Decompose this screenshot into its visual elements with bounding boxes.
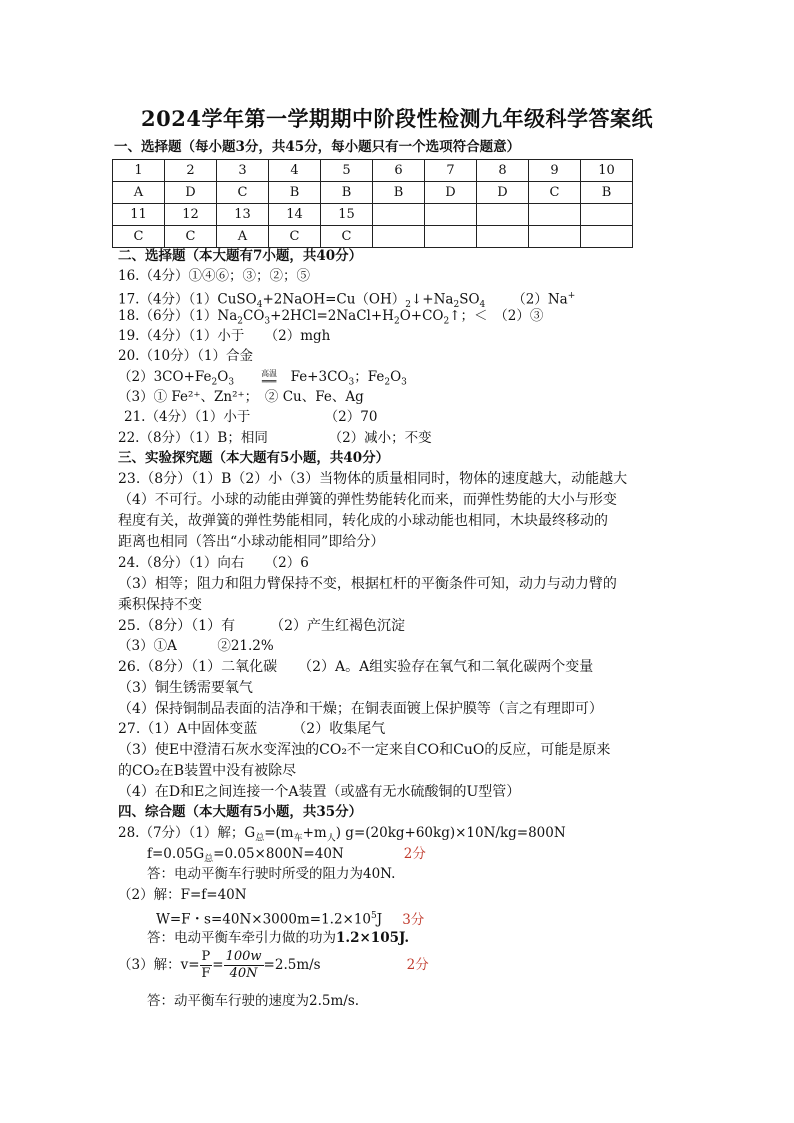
score-mark: 3分 [402, 911, 425, 928]
table-cell [477, 226, 529, 248]
table-cell: A [113, 182, 165, 204]
subscript: 3 [264, 316, 271, 327]
answer-28-part: +m [302, 825, 327, 841]
answer-17-part: （2）Na [512, 291, 568, 308]
table-row [113, 226, 633, 248]
answer-28-part: ) g=(20kg+60kg)×10N/kg=800N [335, 825, 566, 841]
table-cell: B [373, 182, 425, 204]
section-1-heading: 一、选择题（每小题3分，共45分，每小题只有一个选项符合题意） [114, 139, 521, 155]
score-mark: 2分 [406, 957, 429, 973]
answer-23-line: 程度有关，故弹簧的弹性势能相同，转化成的小球动能也相同，木块最终移动的 [118, 513, 608, 529]
answer-28-line [147, 930, 409, 947]
answer-17-part: ↓+Na [411, 291, 454, 308]
table-cell: B [581, 182, 633, 204]
answer-16: 16.（4分）①④⑥；③；②；⑤ [118, 268, 311, 284]
table-cell: 6 [373, 160, 425, 182]
answer-18-part: ↑；＜ （2）③ [449, 308, 544, 324]
subscript: 4 [479, 300, 486, 311]
section-3-heading: 三、实验探究题（本大题有5小题，共40分） [118, 450, 390, 466]
subscript: 3 [348, 377, 355, 388]
numerator: P [201, 949, 211, 964]
fraction [224, 949, 264, 982]
table-cell: 13 [217, 204, 269, 226]
table-cell: C [321, 226, 373, 248]
answer-table [112, 159, 633, 248]
subscript: 2 [443, 316, 450, 327]
subscript: 人 [326, 833, 336, 844]
subscript: 3 [401, 377, 407, 388]
superscript: 5 [371, 911, 377, 921]
table-cell: 4 [269, 160, 321, 182]
answer-18-part: O+CO [399, 308, 444, 324]
answer-28-line [156, 908, 424, 929]
condition-label: 高温 [261, 368, 278, 378]
table-cell: 2 [165, 160, 217, 182]
answer-24-line: （3）相等；阻力和阻力臂保持不变，根据杠杆的平衡条件可知，动力与动力臂的 [118, 576, 617, 592]
answer-20: 20.（10分）（1）合金 [118, 348, 253, 364]
answer-28-line: （2）解：F=f=40N [118, 887, 247, 903]
answer-27-line: 的CO₂在B装置中没有被除尽 [118, 763, 297, 779]
answer-26-line: （3）铜生锈需要氧气 [118, 680, 253, 696]
table-row [113, 204, 633, 226]
answer-27-line: （4）在D和E之间连接一个A装置（或盛有无水硫酸铜的U型管） [118, 784, 521, 800]
denominator: 40N [229, 966, 258, 981]
answer-26-line: （4）保持铜制品表面的洁净和干燥；在铜表面镀上保护膜等（言之有理即可） [118, 701, 603, 717]
answer-28-part: =0.05×800N=40N [213, 846, 344, 862]
subscript: 2 [237, 316, 243, 327]
table-cell: 1 [113, 160, 165, 182]
table-cell: D [425, 182, 477, 204]
table-cell: B [269, 182, 321, 204]
subscript: 总 [204, 854, 214, 865]
answer-28-line [118, 825, 566, 848]
table-row [113, 182, 633, 204]
answer-28-part: （3）解：v= [118, 957, 200, 973]
table-cell: C [529, 182, 581, 204]
table-cell [477, 204, 529, 226]
answer-22: 22.（8分）（1）B；相同 （2）减小；不变 [118, 430, 432, 446]
section-2-heading: 二、选择题（本大题有7小题，共40分） [118, 248, 363, 264]
table-cell [373, 204, 425, 226]
answer-28-line [118, 949, 429, 982]
table-cell: 14 [269, 204, 321, 226]
answer-24-line: 乘积保持不变 [118, 597, 202, 613]
table-cell: C [113, 226, 165, 248]
superscript: + [567, 291, 576, 301]
table-cell [425, 204, 477, 226]
table-cell [581, 226, 633, 248]
page-title: 2024学年第一学期期中阶段性检测九年级科学答案纸 [141, 106, 653, 131]
answer-23-line: 23.（8分）（1）B（2）小（3）当物体的质量相同时，物体的速度越大，动能越大 [118, 471, 628, 487]
table-cell: C [165, 226, 217, 248]
answer-28-part: f=0.05G [147, 846, 205, 862]
table-cell [581, 204, 633, 226]
answer-17-part: +2NaOH=Cu（OH） [262, 291, 406, 308]
subscript: 2 [405, 300, 411, 311]
table-cell: 5 [321, 160, 373, 182]
table-cell: A [217, 226, 269, 248]
answer-20-part: O [390, 369, 402, 385]
answer-28-line: 答：动平衡车行驶的速度为2.5m/s. [147, 993, 360, 1009]
answer-23-line: 距离也相同（答出“小球动能相同”即给分） [118, 534, 385, 550]
reaction-condition: 高温 ═══ [261, 368, 278, 386]
subscript: 总 [255, 833, 265, 844]
answer-20-part: O [217, 369, 229, 385]
answer-28-part: J [376, 911, 383, 928]
answer-24-line: 24.（8分）（1）向右 （2）6 [118, 555, 309, 571]
answer-27-line: （3）使E中澄清石灰水变浑浊的CO₂不一定来自CO和CuO的反应，可能是原来 [118, 742, 611, 758]
subscript: 2 [384, 377, 391, 388]
answer-23-line: （4）不可行。小球的动能由弹簧的弹性势能转化而来，而弹性势能的大小与形变 [118, 492, 617, 508]
answer-28-part: =(m [264, 825, 294, 841]
table-cell: 11 [113, 204, 165, 226]
table-cell: 9 [529, 160, 581, 182]
table-cell [529, 204, 581, 226]
table-cell: D [477, 182, 529, 204]
answer-28-part: 28.（7分）（1）解；G [118, 825, 256, 841]
denominator: F [201, 966, 211, 981]
section-4-heading: 四、综合题（本大题有5小题，共35分） [118, 804, 363, 820]
answer-17-part: 17.（4分）（1）CuSO [118, 291, 257, 308]
subscript: 3 [228, 377, 235, 388]
answer-20-part: （2）3CO+Fe [118, 369, 212, 385]
answer-21: 21.（4分）（1）小于 （2）70 [124, 409, 378, 425]
table-cell: 15 [321, 204, 373, 226]
answer-20-part: ；Fe [354, 369, 385, 385]
answer-18-part: +2HCl=2NaCl+H [270, 308, 394, 324]
answer-18-part: CO [243, 308, 265, 324]
answer-20-part: Fe+3CO [290, 369, 349, 385]
table-row [113, 160, 633, 182]
answer-28-part: W=F・s=40N×3000m=1.2×10 [156, 911, 372, 928]
table-cell: D [165, 182, 217, 204]
table-cell: 8 [477, 160, 529, 182]
score-mark: 2分 [403, 846, 426, 862]
answer-28-line: 答：电动平衡车行驶时所受的阻力为40N. [147, 866, 396, 882]
answer-28-part: 1.2×105J. [336, 930, 410, 946]
table-cell: C [217, 182, 269, 204]
subscript: 4 [256, 300, 263, 311]
answer-18-part: 18.（6分）（1）Na [118, 308, 238, 324]
table-cell [425, 226, 477, 248]
table-cell: C [269, 226, 321, 248]
answer-28-part: = [212, 957, 224, 973]
subscript: 2 [393, 316, 400, 327]
answer-25-line: 25.（8分）（1）有 （2）产生红褐色沉淀 [118, 618, 405, 634]
table-cell: 12 [165, 204, 217, 226]
table-cell [373, 226, 425, 248]
subscript: 2 [211, 377, 218, 388]
table-cell: 3 [217, 160, 269, 182]
table-cell: B [321, 182, 373, 204]
answer-27-line: 27.（1）A中固体变蓝 （2）收集尾气 [118, 721, 386, 737]
subscript: 车 [293, 833, 303, 844]
fraction [200, 949, 213, 982]
numerator: 100w [225, 949, 262, 964]
answer-20-3: （3）① Fe²⁺、Zn²⁺； ② Cu、Fe、Ag [118, 389, 364, 405]
table-cell: 7 [425, 160, 477, 182]
answer-25-line: （3）①A ②21.2% [118, 638, 274, 654]
answer-28-part: =2.5m/s [263, 957, 321, 973]
answer-19: 19.（4分）（1）小于 （2）mgh [118, 328, 331, 344]
table-cell: 10 [581, 160, 633, 182]
answer-17-part: SO [459, 291, 480, 308]
answer-26-line: 26.（8分）（1）二氧化碳 （2）A。A组实验存在氧气和二氧化碳两个变量 [118, 659, 594, 675]
answer-28-part: 答：电动平衡车牵引力做的功为 [147, 930, 336, 946]
table-cell [529, 226, 581, 248]
subscript: 2 [453, 300, 460, 311]
